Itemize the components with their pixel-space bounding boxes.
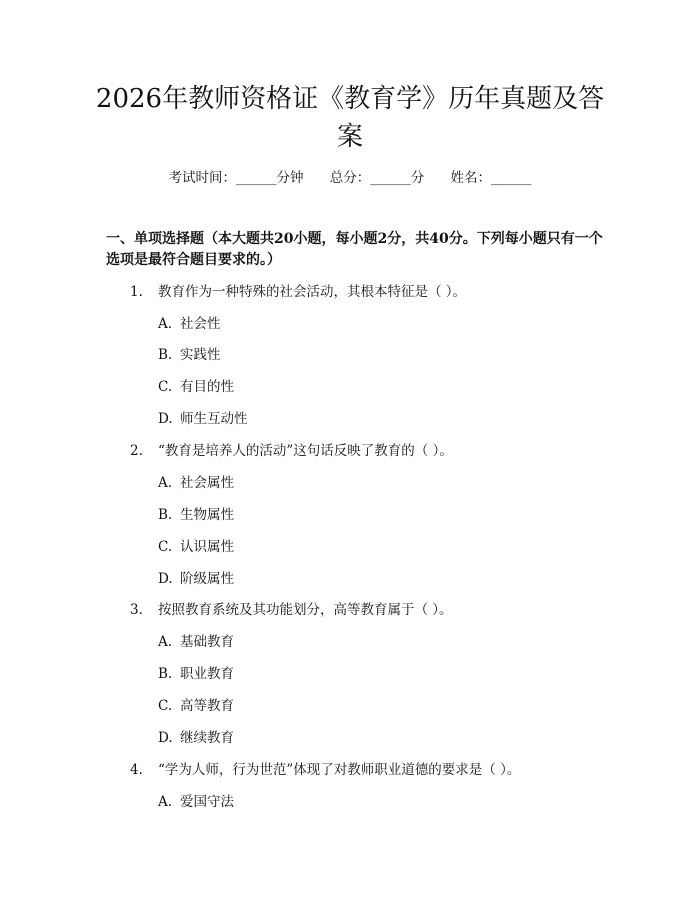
exam-time-field: 考试时间：______分钟 (168, 170, 304, 186)
section-heading: 一、单项选择题（本大题共20小题，每小题2分，共40分。下列每小题只有一个选项是最符合题目要求的。） (106, 231, 603, 268)
option-text: 社会属性 (180, 475, 234, 491)
option-text: 实践性 (180, 347, 221, 363)
question-3-option-a (158, 633, 234, 651)
option-text: 有目的性 (180, 379, 234, 395)
option-text: 师生互动性 (180, 411, 248, 427)
question-1-option-b (158, 346, 221, 364)
option-letter: C. (158, 539, 173, 555)
option-text: 认识属性 (180, 539, 234, 555)
question-text: “学为人师，行为世范”体现了对教师职业道德的要求是（ ）。 (158, 762, 521, 778)
question-2-option-b (158, 506, 234, 524)
exam-info-line (0, 169, 700, 187)
option-letter: B. (158, 347, 173, 363)
option-letter: C. (158, 698, 173, 714)
option-text: 职业教育 (180, 666, 234, 682)
option-letter: A. (158, 634, 173, 650)
question-number: 2. (130, 443, 143, 459)
question-2-option-c (158, 538, 234, 556)
option-letter: A. (158, 794, 173, 810)
option-letter: D. (158, 411, 173, 427)
option-letter: C. (158, 379, 173, 395)
option-letter: D. (158, 571, 173, 587)
question-3-option-b (158, 665, 234, 683)
option-text: 生物属性 (180, 507, 234, 523)
option-text: 阶级属性 (180, 571, 234, 587)
option-text: 爱国守法 (180, 794, 234, 810)
question-3 (130, 601, 590, 619)
question-3-option-c (158, 697, 234, 715)
option-letter: B. (158, 507, 173, 523)
question-text: “教育是培养人的活动”这句话反映了教育的（ ）。 (158, 443, 453, 459)
document-title: 2026年教师资格证《教育学》历年真题及答案 (95, 84, 605, 152)
question-number: 1. (130, 284, 143, 300)
option-text: 继续教育 (180, 730, 234, 746)
question-1-option-d (158, 410, 248, 428)
question-text: 教育作为一种特殊的社会活动，其根本特征是（ ）。 (158, 284, 467, 300)
question-1-option-c (158, 378, 234, 396)
question-2-option-a (158, 474, 234, 492)
question-text: 按照教育系统及其功能划分，高等教育属于（ ）。 (158, 602, 453, 618)
option-text: 高等教育 (180, 698, 234, 714)
question-1-option-a (158, 315, 221, 333)
question-2-option-d (158, 570, 234, 588)
question-number: 3. (130, 602, 143, 618)
question-4-option-a (158, 793, 234, 811)
question-2 (130, 442, 590, 460)
option-letter: B. (158, 666, 173, 682)
option-text: 基础教育 (180, 634, 234, 650)
question-4 (130, 761, 590, 779)
question-number: 4. (130, 762, 143, 778)
question-3-option-d (158, 729, 234, 747)
option-text: 社会性 (180, 316, 221, 332)
option-letter: A. (158, 475, 173, 491)
option-letter: A. (158, 316, 173, 332)
question-1 (130, 283, 590, 301)
name-field: 姓名：______ (450, 170, 532, 186)
total-score-field: 总分：______分 (329, 170, 425, 186)
option-letter: D. (158, 730, 173, 746)
